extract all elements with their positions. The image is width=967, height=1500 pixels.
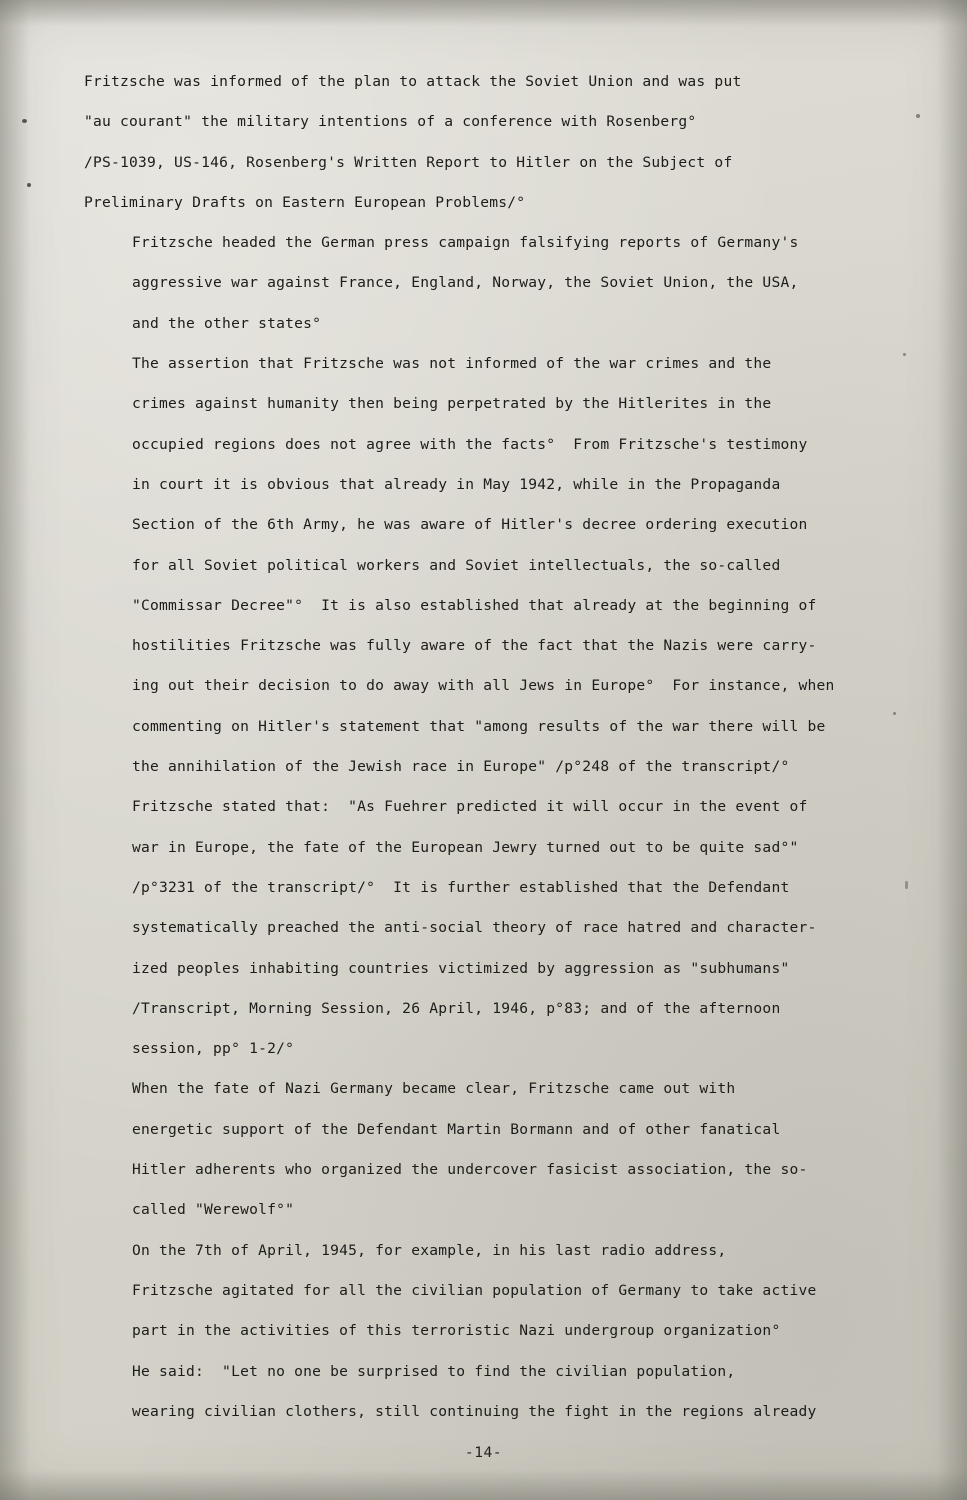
- text-line: war in Europe, the fate of the European Jewry turned out to be quite sad°": [132, 838, 799, 856]
- paper-speck: [916, 114, 920, 118]
- text-line: crimes against humanity then being perpetrated by the Hitlerites in the: [132, 395, 772, 413]
- text-line: commenting on Hitler's statement that "among results of the war there will be: [132, 717, 826, 735]
- page-edge-shadow-right: [937, 0, 967, 1500]
- text-line: Hitler adherents who organized the undercover fasicist association, the so-: [132, 1161, 808, 1179]
- text-line: aggressive war against France, England, Norway, the Soviet Union, the USA,: [132, 274, 799, 292]
- text-line: Section of the 6th Army, he was aware of Hitler's decree ordering execution: [132, 516, 808, 534]
- paragraph: [84, 1352, 884, 1433]
- text-line: ing out their decision to do away with all Jews in Europe° For instance, when: [132, 677, 835, 695]
- page-edge-shadow-bottom: [0, 1470, 967, 1500]
- document-body: [84, 62, 884, 1432]
- text-line: called "Werewolf°": [132, 1201, 295, 1219]
- text-line: /p°3231 of the transcript/° It is further established that the Defendant: [132, 878, 790, 896]
- text-line: Fritzsche was informed of the plan to attack the Soviet Union and was put: [84, 73, 742, 90]
- paragraph: [84, 223, 884, 344]
- text-line: "au courant" the military intentions of a conference with Rosenberg°: [84, 113, 697, 131]
- paper-speck: [905, 881, 908, 889]
- paper-speck: [903, 353, 906, 356]
- paragraph: [84, 1069, 884, 1230]
- text-line: occupied regions does not agree with the facts° From Fritzsche's testimony: [132, 435, 808, 453]
- paragraph: [84, 344, 884, 1069]
- text-line: When the fate of Nazi Germany became clear, Fritzsche came out with: [132, 1080, 736, 1098]
- page-edge-shadow-left: [0, 0, 30, 1500]
- paper-speck: [893, 712, 896, 715]
- text-line: Fritzsche agitated for all the civilian population of Germany to take active: [132, 1281, 817, 1299]
- text-line: He said: "Let no one be surprised to find the civilian population,: [132, 1362, 736, 1380]
- page-number: -14-: [464, 1444, 503, 1461]
- text-line: in court it is obvious that already in May 1942, while in the Propaganda: [132, 475, 781, 493]
- text-line: the annihilation of the Jewish race in Europe" /p°248 of the transcript/°: [132, 758, 790, 776]
- text-line: energetic support of the Defendant Martin Bormann and of other fanatical: [132, 1120, 781, 1138]
- paper-speck: [27, 183, 31, 187]
- text-line: /Transcript, Morning Session, 26 April, 1946, p°83; and of the afternoon: [132, 999, 781, 1017]
- paragraph: [84, 62, 884, 223]
- paragraph: [84, 1231, 884, 1352]
- text-line: On the 7th of April, 1945, for example, in his last radio address,: [132, 1241, 727, 1259]
- text-line: The assertion that Fritzsche was not informed of the war crimes and the: [132, 355, 772, 373]
- text-line: Fritzsche stated that: "As Fuehrer predicted it will occur in the event of: [132, 798, 808, 816]
- text-line: session, pp° 1-2/°: [132, 1040, 295, 1058]
- paper-speck: [22, 119, 27, 123]
- text-line: Preliminary Drafts on Eastern European Problems/°: [84, 193, 526, 211]
- text-line: wearing civilian clothers, still continuing the fight in the regions already: [132, 1402, 817, 1420]
- page-edge-shadow-top: [0, 0, 967, 26]
- text-line: /PS-1039, US-146, Rosenberg's Written Report to Hitler on the Subject of: [84, 153, 733, 171]
- text-line: "Commissar Decree"° It is also established that already at the beginning of: [132, 596, 817, 614]
- text-line: hostilities Fritzsche was fully aware of the fact that the Nazis were carry-: [132, 637, 817, 655]
- text-line: ized peoples inhabiting countries victimized by aggression as "subhumans": [132, 959, 790, 977]
- text-line: and the other states°: [132, 314, 322, 332]
- text-line: part in the activities of this terroristic Nazi undergroup organization°: [132, 1322, 781, 1340]
- text-line: for all Soviet political workers and Soviet intellectuals, the so-called: [132, 556, 781, 574]
- text-line: systematically preached the anti-social theory of race hatred and character-: [132, 919, 817, 937]
- text-line: Fritzsche headed the German press campaign falsifying reports of Germany's: [132, 234, 799, 252]
